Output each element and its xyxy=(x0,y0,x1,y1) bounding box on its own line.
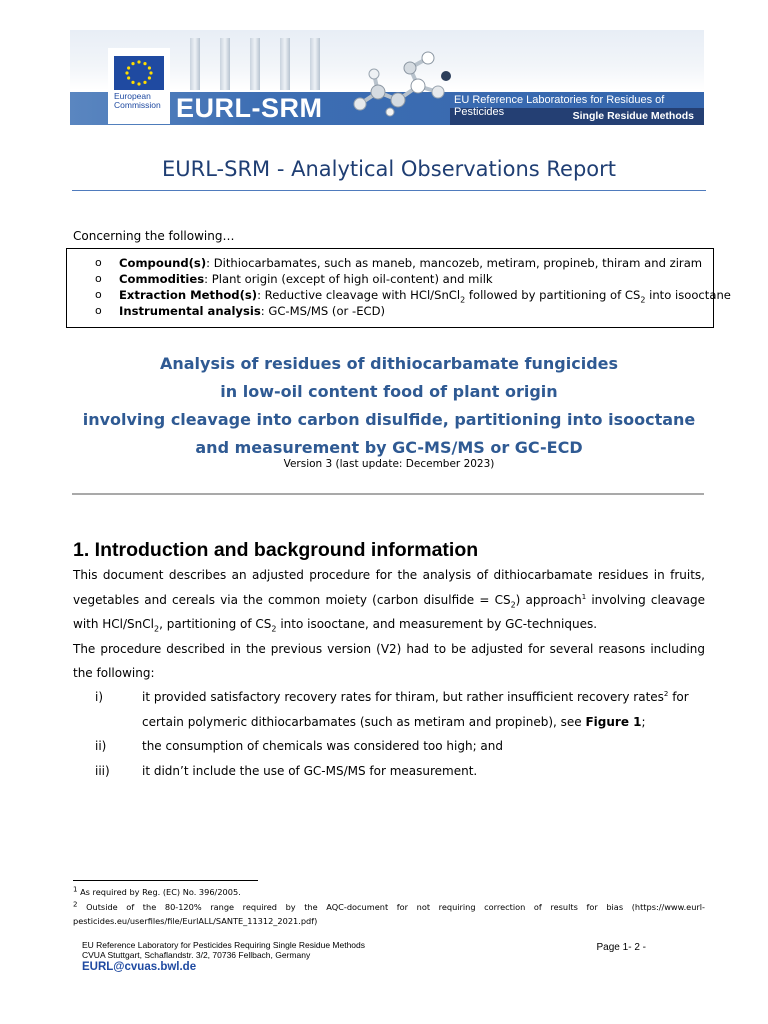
footnote-1: $^1$ As required by Reg. (EC) No. 396/2005. xyxy=(73,885,241,897)
scope-item-extraction: o Extraction Method(s): Reductive cleavage with HCl/SnCl$_2$ followed by partitioning of $CS_2$ into isooctane xyxy=(95,288,731,305)
intro-paragraph-2: The procedure described in the previous version (V2) had to be adjusted for several reasons including the following: xyxy=(73,641,705,680)
section-heading: 1. Introduction and background information xyxy=(73,539,479,561)
concerning-label: Concerning the following… xyxy=(73,229,235,243)
title-rule xyxy=(72,190,706,191)
eu-flag-icon xyxy=(114,56,164,90)
footnote-rule xyxy=(73,880,258,881)
brand-logo-text: EURL-SRM xyxy=(176,93,323,123)
molecule-icon xyxy=(330,46,460,126)
list-item: iii) it didn’t include the use of GC-MS/MS for measurement. xyxy=(95,763,478,778)
list-item: ii) the consumption of chemicals was considered too high; and xyxy=(95,739,504,753)
reasons-list xyxy=(95,685,705,783)
version-label: Version 3 (last update: December 2023) xyxy=(283,458,495,470)
scope-item-compounds: o Compound(s): Dithiocarbamates, such as maneb, mancozeb, metiram, propineb, thiram and ziram xyxy=(95,256,703,270)
scope-box xyxy=(66,248,731,328)
analysis-title: Analysis of residues of dithiocarbamate fungicides in low-oil content food of plant origin involving cleavage into carbon disulfide, partitioning into isooctane and measurement by GC-MS/MS or GC-ECD xyxy=(82,354,696,457)
page-number: Page 1- 2 - xyxy=(596,942,646,953)
report-title: EURL-SRM - Analytical Observations Report xyxy=(161,157,616,181)
header-banner xyxy=(70,30,704,125)
footnote-2: $^2$ Outside of the 80-120% range required by the AQC-document for not requiring correction of results for bias (https://www.eurl-pesticides.eu/userfiles/file/EurlALL/SANTE_11312_2021.pdf) xyxy=(73,900,705,926)
scope-item-commodities: o Commodities: Plant origin (except of high oil-content) and milk xyxy=(95,272,493,286)
scope-item-instrumental: o Instrumental analysis: GC-MS/MS (or -ECD) xyxy=(95,304,386,318)
intro-paragraph-1: This document describes an adjusted procedure for the analysis of dithiocarbamate residues in fruits, vegetables and cereals via the common moiety (carbon disulfide = $CS_2$) approach$^1$ involving cleavage with HCl/SnCl$_2$, partitioning of $CS_2$ into isooctane, and measurement by GC-techniques. xyxy=(73,568,705,634)
footer-email-link[interactable]: EURL@cvuas.bwl.de xyxy=(82,961,197,973)
banner-subtag: Single Residue Methods xyxy=(572,110,694,122)
banner-tagline: EU Reference Laboratories for Residues of Pesticides xyxy=(454,94,665,118)
page-footer: EU Reference Laboratory for Pesticides Requiring Single Residue Methods CVUA Stuttgart, Schaflandstr. 3/2, 70736 Fellbach, Germany EURL@cvuas.bwl.de xyxy=(82,940,366,973)
list-item: i) it provided satisfactory recovery rates for thiram, but rather insufficient recovery rates$^2$ for certain polymeric dithiocarbamates (such as metiram and propineb), see Figure 1; xyxy=(95,690,689,729)
intro-body xyxy=(73,563,705,686)
eu-commission-text: European Commission xyxy=(114,91,161,110)
section-rule xyxy=(72,493,704,495)
